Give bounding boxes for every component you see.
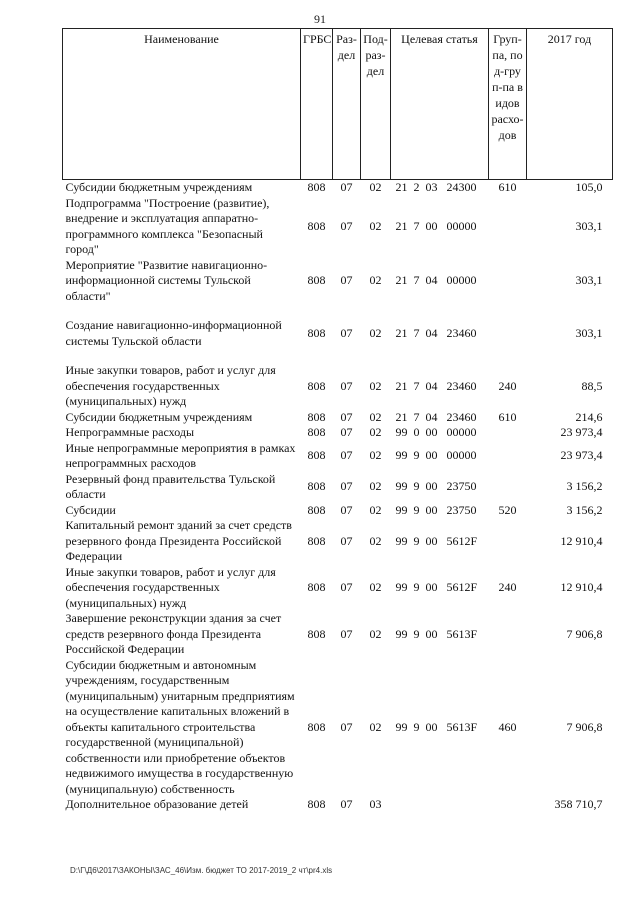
row-sum: 105,0 — [575, 180, 603, 194]
table-header-row — [63, 29, 613, 180]
row-celevaya: 99 0 00 00000 — [395, 425, 477, 439]
row-razdel: 07 — [340, 797, 353, 811]
row-celevaya: 99 9 00 5613F — [395, 626, 478, 641]
row-name: Завершение реконструкции здания за счет средств резервного фонда Президента Российской Федерации — [65, 611, 282, 656]
row-podrazdel: 02 — [369, 502, 382, 517]
header-name: Наименование — [63, 29, 301, 180]
table-row — [63, 258, 613, 305]
table-row — [63, 441, 613, 472]
row-podrazdel: 02 — [369, 626, 382, 641]
row-name: Мероприятие "Развитие навигационно-информационной системы Тульской области" — [65, 257, 268, 303]
row-vid — [489, 441, 527, 472]
row-podrazdel: 02 — [369, 448, 382, 463]
row-name: Субсидии бюджетным учреждениям — [65, 409, 253, 424]
row-podrazdel: 02 — [369, 425, 382, 439]
row-podrazdel: 02 — [369, 325, 382, 340]
row-razdel: 07 — [340, 580, 353, 594]
row-vid: 610 — [498, 409, 517, 424]
row-sum: 12 910,4 — [560, 533, 603, 548]
row-name: Субсидии — [65, 502, 116, 517]
row-celevaya: 99 9 00 5612F — [395, 533, 478, 548]
row-vid: 240 — [498, 378, 517, 393]
row-razdel: 07 — [340, 502, 353, 517]
row-sum: 3 156,2 — [566, 502, 603, 517]
row-sum: 3 156,2 — [566, 479, 603, 494]
row-grbs: 808 — [307, 580, 326, 594]
table-row — [63, 180, 613, 196]
header-celevaya: Целевая статья — [391, 29, 489, 180]
row-razdel: 07 — [340, 325, 353, 340]
table-row — [63, 658, 613, 798]
row-name: Резервный фонд правительства Тульской области — [65, 471, 276, 501]
row-name: Субсидии бюджетным и автономным учреждениям, государственным (муниципальным) унитарным предприятиям на осуществление капитальных вложений в объекты капитального строительства государственной (муниципальной) собственности или приобретение объектов недвижимого имущества в государственную (муниципальную) собственность — [65, 657, 295, 796]
row-vid: 610 — [498, 180, 517, 194]
row-podrazdel: 02 — [369, 409, 382, 424]
row-razdel: 07 — [340, 533, 353, 548]
row-razdel: 07 — [340, 273, 353, 287]
row-name: Иные закупки товаров, работ и услуг для обеспечения государственных (муниципальных) нужд — [65, 564, 276, 610]
row-sum: 7 906,8 — [566, 626, 603, 641]
row-grbs: 808 — [307, 448, 326, 463]
row-celevaya: 21 7 04 00000 — [395, 273, 477, 287]
row-celevaya: 21 7 04 23460 — [395, 378, 477, 393]
row-sum: 303,1 — [575, 325, 603, 340]
row-vid: 460 — [498, 719, 517, 734]
row-podrazdel: 02 — [369, 378, 382, 393]
row-sum: 358 710,7 — [554, 797, 603, 811]
budget-table — [62, 28, 613, 813]
row-grbs: 808 — [307, 273, 326, 287]
row-razdel: 07 — [340, 378, 353, 393]
row-celevaya: 99 9 00 23750 — [395, 502, 477, 517]
row-name: Субсидии бюджетным учреждениям — [65, 180, 253, 194]
table-row — [63, 611, 613, 658]
row-sum: 7 906,8 — [566, 719, 603, 734]
file-path-footer: D:\Г\Д6\2017\ЗАКОНЫ\ЗАС_46\Изм. бюджет ТО 2017-2019_2 чт\pr4.xls — [70, 866, 333, 875]
row-podrazdel: 02 — [369, 180, 382, 194]
row-podrazdel: 02 — [369, 218, 382, 233]
table-row — [63, 503, 613, 519]
page-number: 91 — [314, 12, 326, 26]
row-celevaya: 21 7 04 23460 — [395, 409, 477, 424]
row-razdel: 07 — [340, 448, 353, 463]
row-razdel: 07 — [340, 409, 353, 424]
header-podrazdel: Под-раз-дел — [361, 29, 391, 180]
row-celevaya: 21 7 04 23460 — [395, 325, 477, 340]
row-sum: 214,6 — [575, 409, 603, 424]
row-celevaya: 99 9 00 00000 — [395, 448, 477, 463]
header-sum: 2017 год — [527, 29, 613, 180]
row-grbs: 808 — [307, 502, 326, 517]
row-vid: 240 — [498, 580, 517, 594]
row-celevaya: 21 7 00 00000 — [395, 218, 477, 233]
row-celevaya: 99 9 00 23750 — [395, 479, 477, 494]
row-vid: 520 — [498, 502, 517, 517]
table-row — [63, 410, 613, 426]
table-row — [63, 518, 613, 565]
row-name: Иные непрограммные мероприятия в рамках непрограммных расходов — [65, 440, 296, 470]
row-grbs: 808 — [307, 180, 326, 194]
row-razdel: 07 — [340, 479, 353, 494]
row-razdel: 07 — [340, 719, 353, 734]
row-grbs: 808 — [307, 325, 326, 340]
row-grbs: 808 — [307, 409, 326, 424]
row-sum: 23 973,4 — [560, 448, 603, 463]
row-vid — [489, 797, 527, 813]
row-razdel: 07 — [340, 180, 353, 194]
row-name: Создание навигационно-информационной системы Тульской области — [65, 318, 282, 348]
row-razdel: 07 — [340, 218, 353, 233]
row-celevaya: 21 2 03 24300 — [395, 180, 477, 194]
row-sum: 303,1 — [575, 273, 603, 287]
row-sum: 303,1 — [575, 218, 603, 233]
row-sum: 12 910,4 — [560, 580, 603, 594]
row-vid — [489, 304, 527, 349]
table-row — [63, 472, 613, 503]
row-celevaya — [391, 797, 489, 813]
row-vid — [489, 472, 527, 503]
header-grbs: ГРБС — [301, 29, 333, 180]
row-celevaya: 99 9 00 5613F — [395, 719, 478, 734]
row-sum: 23 973,4 — [560, 425, 603, 439]
row-vid — [489, 196, 527, 258]
row-razdel: 07 — [340, 626, 353, 641]
row-grbs: 808 — [307, 533, 326, 548]
table-row — [63, 797, 613, 813]
row-grbs: 808 — [307, 626, 326, 641]
row-grbs: 808 — [307, 218, 326, 233]
row-podrazdel: 02 — [369, 479, 382, 494]
row-grbs: 808 — [307, 797, 326, 811]
row-vid — [489, 258, 527, 305]
table-body — [63, 180, 613, 813]
table-row — [63, 425, 613, 441]
row-vid — [489, 518, 527, 565]
table-row — [63, 349, 613, 410]
row-podrazdel: 02 — [369, 273, 382, 287]
row-grbs: 808 — [307, 378, 326, 393]
row-sum: 88,5 — [581, 378, 603, 393]
budget-sheet — [62, 28, 612, 813]
header-vid: Груп-па, под-груп-па видов расхо-дов — [489, 29, 527, 180]
row-name: Дополнительное образование детей — [65, 797, 249, 811]
row-podrazdel: 02 — [369, 580, 382, 594]
row-grbs: 808 — [307, 425, 326, 439]
row-podrazdel: 02 — [369, 719, 382, 734]
header-razdel: Раз-дел — [333, 29, 361, 180]
table-row — [63, 304, 613, 349]
row-grbs: 808 — [307, 719, 326, 734]
table-row — [63, 565, 613, 612]
row-name: Капитальный ремонт зданий за счет средств резервного фонда Президента Российской Федерации — [65, 518, 292, 563]
row-name: Иные закупки товаров, работ и услуг для обеспечения государственных (муниципальных) нужд — [65, 363, 276, 408]
row-podrazdel: 02 — [369, 533, 382, 548]
row-podrazdel: 03 — [369, 797, 382, 811]
row-vid — [489, 611, 527, 658]
row-grbs: 808 — [307, 479, 326, 494]
row-razdel: 07 — [340, 425, 353, 439]
row-celevaya: 99 9 00 5612F — [395, 580, 478, 594]
row-name: Подпрограмма "Построение (развитие), внедрение и эксплуатация аппаратно-программного комплекса "Безопасный город" — [65, 195, 270, 256]
row-name: Непрограммные расходы — [65, 425, 195, 439]
row-vid — [489, 425, 527, 441]
table-row — [63, 196, 613, 258]
